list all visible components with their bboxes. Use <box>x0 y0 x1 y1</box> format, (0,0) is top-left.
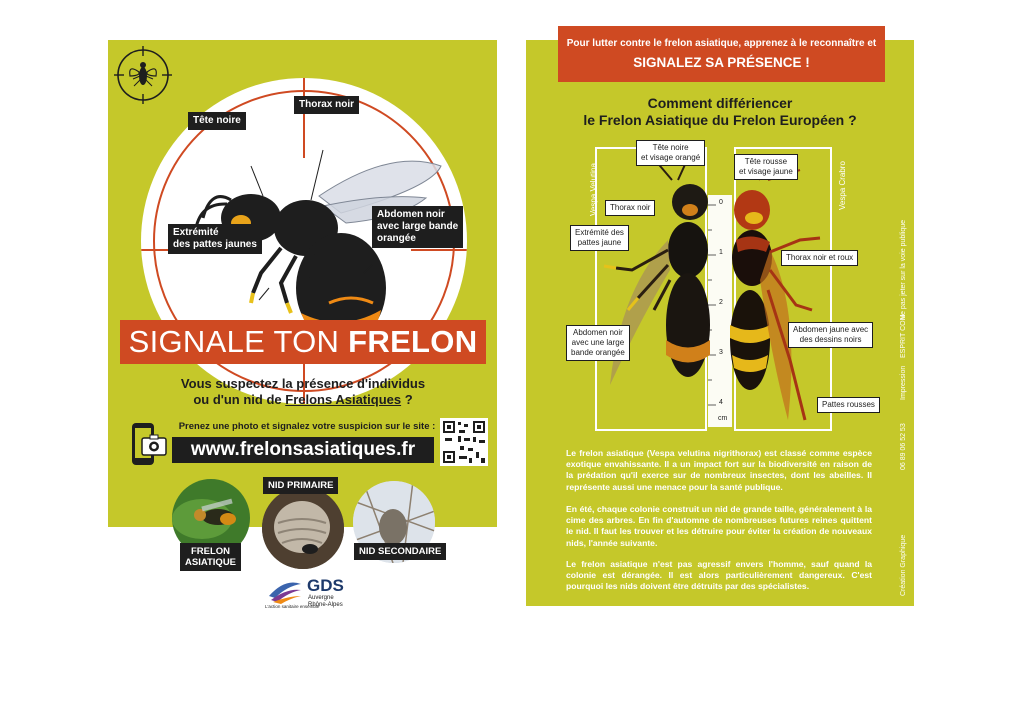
ruler-tick-3: 3 <box>719 349 723 356</box>
comparison-title <box>560 95 880 129</box>
ruler-tick-2: 2 <box>719 299 723 306</box>
paragraph-1: Le frelon asiatique (Vespa velutina nigrithorax) est classé comme espèce exotique envahissante. Il a un impact fort sur la biodiversité en raison de la prédation qu'il exerce sur de nombreux insectes, dont les abeilles. Il représente aussi une menace pour la santé publique. <box>566 448 872 492</box>
left-poster <box>108 40 497 609</box>
banner-part2: FRELON <box>348 324 478 359</box>
ruler-tick-4: 4 <box>719 399 723 406</box>
label-european-abdomen: Abdomen jaune avec des dessins noirs <box>788 322 873 348</box>
label-asian-abdomen: Abdomen noir avec une large bande orangée <box>566 325 630 361</box>
banner-part1: SIGNALE TON <box>128 324 349 359</box>
top-banner-line1: Pour lutter contre le frelon asiatique, apprenez à le reconnaître et <box>566 38 877 49</box>
credit-printer: ESPRIT COM <box>900 314 907 358</box>
gds-tagline: L'action sanitaire ensemble <box>265 604 320 609</box>
primary-nest-photo <box>262 487 344 569</box>
callout-abdomen: Abdomen noir avec large bande orangée <box>372 206 463 248</box>
question-line1: Vous suspectez la présence d'individus <box>180 376 426 391</box>
ruler-tick-0: 0 <box>719 199 723 206</box>
label-european-head: Tête rousse et visage jaune <box>734 154 798 180</box>
label-asian-thorax: Thorax noir <box>605 200 655 216</box>
callout-legs: Extrémité des pattes jaunes <box>168 224 262 254</box>
credit-creation: Création Graphique <box>900 534 907 596</box>
credit-disclaimer: Ne pas jeter sur la voie publique <box>900 219 907 320</box>
label-european-legs: Pattes rousses <box>817 397 880 413</box>
species-left-label: Vespa Velutina <box>589 163 598 216</box>
callout-thorax: Thorax noir <box>294 96 359 114</box>
gds-logo <box>265 576 385 618</box>
paragraph-2: En été, chaque colonie construit un nid de grande taille, généralement à la cime des arbres. En fin d'automne de nombreuses futures reines quittent le nid. Il faut les trouver et les détruire pour éviter la création de nouveaux nids, l'année suivante. <box>566 504 872 548</box>
gds-name: GDS <box>307 576 344 595</box>
ruler-unit: cm <box>718 415 728 422</box>
top-banner <box>558 26 885 82</box>
tag-hornet: FRELON ASIATIQUE <box>180 543 241 571</box>
species-right-label: Vespa Crabro <box>838 161 847 210</box>
question-line2-underlined: Frelons Asiatiques <box>285 392 402 407</box>
ruler-tick-1: 1 <box>719 249 723 256</box>
gds-logo-icon <box>265 576 305 604</box>
instruction-text: Prenez une photo et signalez votre suspicion sur le site : <box>178 421 436 432</box>
label-european-thorax: Thorax noir et roux <box>781 250 858 266</box>
qr-code-icon[interactable] <box>440 418 488 466</box>
label-asian-head: Tête noire et visage orangé <box>636 140 705 166</box>
signal-banner <box>120 320 486 364</box>
credit-phone: 06 89 06 52 53 <box>900 423 907 470</box>
label-asian-legs: Extrémité des pattes jaune <box>570 225 629 251</box>
phone-camera-icon <box>130 422 168 466</box>
callout-head: Tête noire <box>188 112 246 130</box>
comparison-title-line2: le Frelon Asiatique du Frelon Européen ? <box>583 112 857 128</box>
question-line2 <box>138 392 468 408</box>
question-line2-suffix: ? <box>401 392 413 407</box>
gds-region-2: Rhône-Alpes <box>308 602 343 608</box>
gds-region-1: Auvergne <box>308 595 334 601</box>
tag-primary-nest: NID PRIMAIRE <box>263 477 338 494</box>
credit-print: Impression <box>900 365 907 400</box>
paragraph-3: Le frelon asiatique n'est pas agressif envers l'homme, sauf quand la colonie est dérangée. Il est alors particulièrement dangereux. C'est pourquoi les nids doivent être détruits par des spécialistes. <box>566 559 872 592</box>
question-line2-prefix: ou d'un nid de <box>193 392 286 407</box>
comparison-title-line1: Comment différiencer <box>647 95 793 111</box>
top-banner-line2: SIGNALEZ SA PRÉSENCE ! <box>633 55 810 70</box>
website-url-link[interactable]: www.frelonsasiatiques.fr <box>172 437 434 463</box>
tag-secondary-nest: NID SECONDAIRE <box>354 543 446 560</box>
question-text <box>138 376 468 408</box>
